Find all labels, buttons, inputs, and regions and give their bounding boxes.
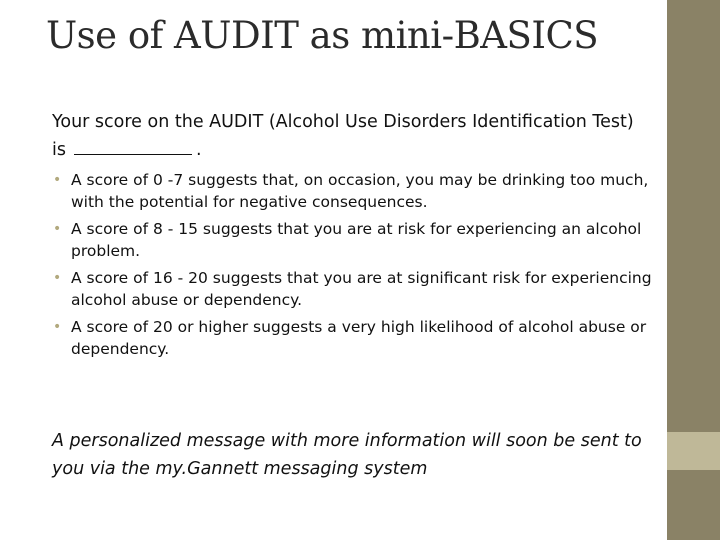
score-ranges-list [52,170,652,366]
bullet-icon: • [53,319,62,335]
score-statement-end: . [195,140,202,160]
list-item [52,317,652,360]
list-item [52,219,652,262]
bullet-icon: • [53,221,62,237]
bullet-text: A score of 8 - 15 suggests that you are at risk for experiencing an alcohol problem. [71,220,642,260]
list-item [52,268,652,311]
bullet-icon: • [53,172,62,188]
score-statement-text: Your score on the AUDIT (Alcohol Use Disorders Identification Test) is [52,112,634,160]
bullet-text: A score of 0 -7 suggests that, on occasion, you may be drinking too much, with the potential for negative consequences. [71,171,649,211]
list-item [52,170,652,213]
bullet-text: A score of 16 - 20 suggests that you are at significant risk for experiencing alcohol abuse or dependency. [71,269,652,309]
bullet-icon: • [53,270,62,286]
score-statement [52,108,652,164]
side-bar-accent [667,432,720,470]
slide-title: Use of AUDIT as mini-BASICS [46,14,599,57]
bullet-text: A score of 20 or higher suggests a very high likelihood of alcohol abuse or dependency. [71,318,647,358]
closing-message: A personalized message with more information will soon be sent to you via the my.Gannett messaging system [52,431,642,479]
score-blank [74,136,192,155]
